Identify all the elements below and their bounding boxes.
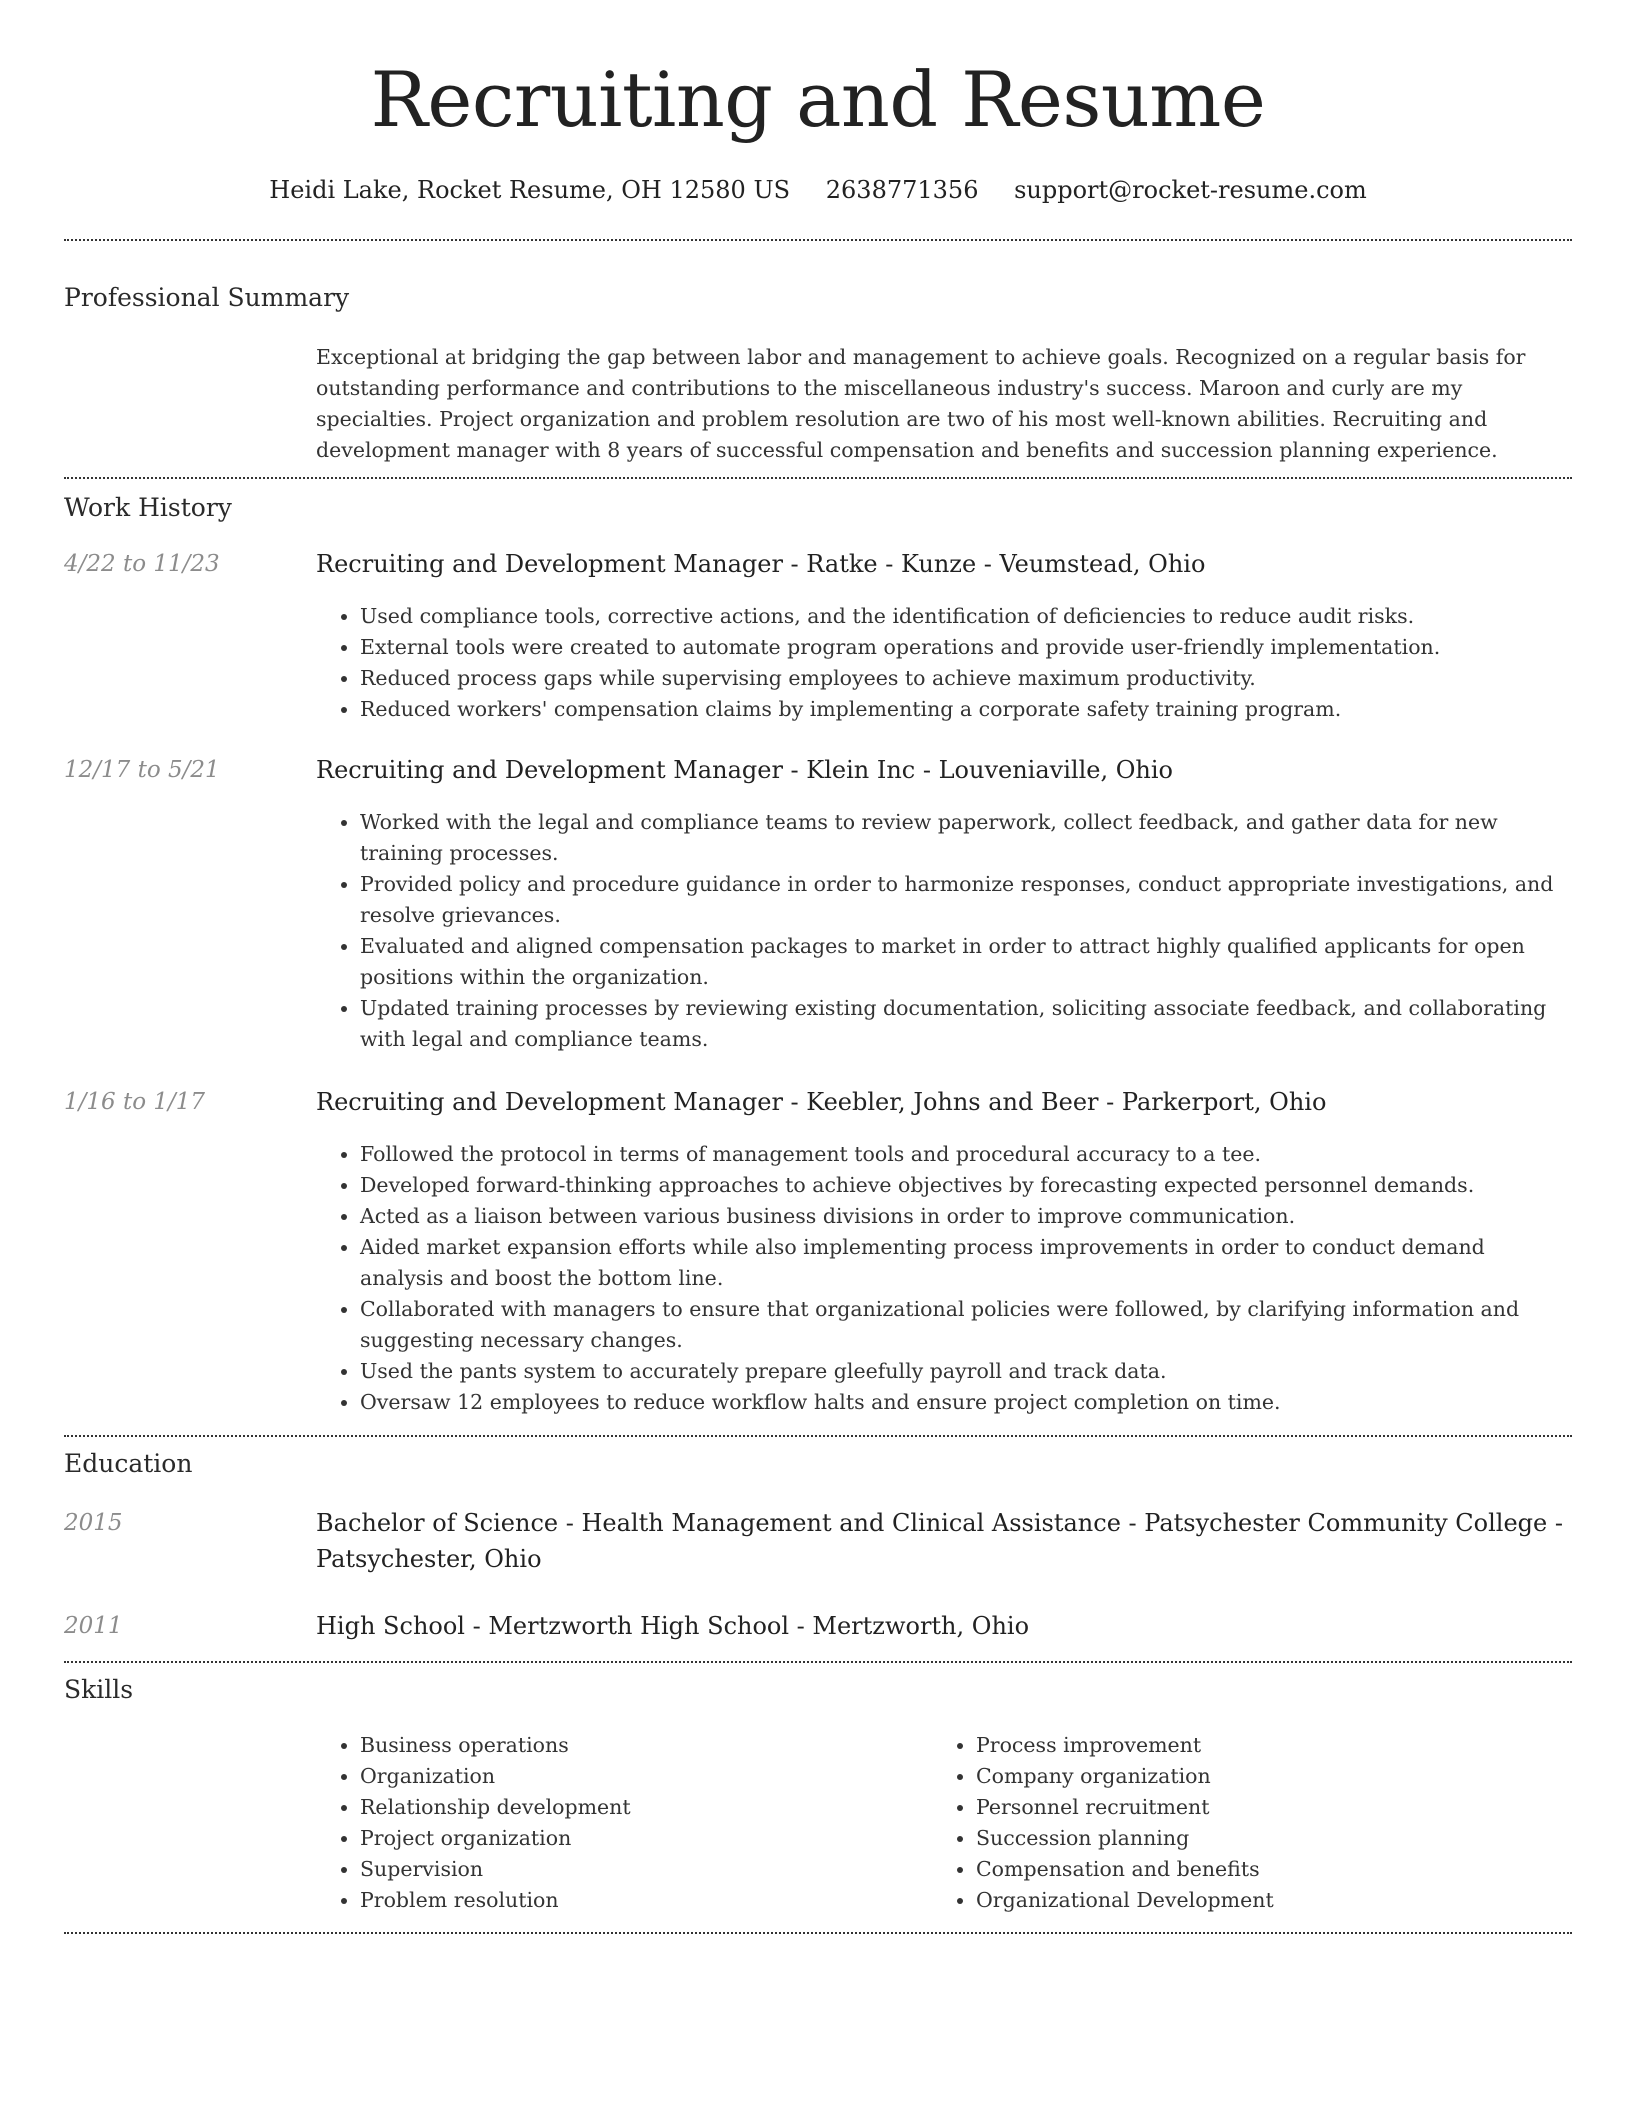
skills-list-right xyxy=(932,1730,1532,1916)
skill-item: • Relationship development xyxy=(360,1792,916,1823)
contact-phone: 2638771356 xyxy=(825,176,979,204)
section-title-skills: Skills xyxy=(64,1675,134,1704)
resume-name: Recruiting and Resume xyxy=(370,55,1266,144)
job-dates: 4/22 to 11/23 xyxy=(64,551,220,577)
job-dates: 12/17 to 5/21 xyxy=(64,757,220,783)
skills-list-left xyxy=(316,1730,916,1916)
job-dates: 1/16 to 1/17 xyxy=(64,1089,206,1115)
job-bullet: • External tools were created to automate program operations and provide user-friendly implementation. xyxy=(360,632,1572,663)
divider xyxy=(64,477,1572,479)
skill-item: • Business operations xyxy=(360,1730,916,1761)
contact-email: support@rocket-resume.com xyxy=(1014,176,1367,204)
job-bullet: • Followed the protocol in terms of management tools and procedural accuracy to a tee. xyxy=(360,1139,1572,1170)
job-title: Recruiting and Development Manager - Ratke - Kunze - Veumstead, Ohio xyxy=(316,550,1206,578)
section-title-work-history: Work History xyxy=(64,493,232,522)
skill-item: • Supervision xyxy=(360,1854,916,1885)
education-year: 2015 xyxy=(64,1510,123,1536)
job-bullet: • Aided market expansion efforts while also implementing process improvements in order to conduct demand analysis and boost the bottom line. xyxy=(360,1232,1572,1294)
skill-item: • Problem resolution xyxy=(360,1885,916,1916)
job-bullet: • Evaluated and aligned compensation packages to market in order to attract highly qualified applicants for open positions within the organization. xyxy=(360,931,1572,993)
job-bullet: • Used compliance tools, corrective actions, and the identification of deficiencies to reduce audit risks. xyxy=(360,601,1572,632)
job-bullets xyxy=(316,807,1572,1055)
section-title-education: Education xyxy=(64,1449,193,1478)
skill-item: • Organizational Development xyxy=(976,1885,1532,1916)
education-entry: High School - Mertzworth High School - Mertzworth, Ohio xyxy=(316,1612,1030,1640)
job-title: Recruiting and Development Manager - Keebler, Johns and Beer - Parkerport, Ohio xyxy=(316,1088,1327,1116)
skill-item: • Succession planning xyxy=(976,1823,1532,1854)
job-bullets xyxy=(316,1139,1572,1418)
education-year: 2011 xyxy=(64,1613,123,1639)
skill-item: • Company organization xyxy=(976,1761,1532,1792)
skill-item: • Compensation and benefits xyxy=(976,1854,1532,1885)
divider xyxy=(64,1435,1572,1437)
section-title-summary: Professional Summary xyxy=(64,283,350,312)
job-bullet: • Provided policy and procedure guidance in order to harmonize responses, conduct appropriate investigations, and resolve grievances. xyxy=(360,869,1572,931)
job-bullet: • Worked with the legal and compliance teams to review paperwork, collect feedback, and gather data for new training processes. xyxy=(360,807,1572,869)
education-entry: Bachelor of Science - Health Management and Clinical Assistance - Patsychester Community College - Patsychester, Ohio xyxy=(316,1509,1563,1573)
job-bullet: • Developed forward-thinking approaches to achieve objectives by forecasting expected personnel demands. xyxy=(360,1170,1572,1201)
job-bullet: • Oversaw 12 employees to reduce workflow halts and ensure project completion on time. xyxy=(360,1387,1572,1418)
contact-address: Heidi Lake, Rocket Resume, OH 12580 US xyxy=(269,176,791,204)
job-bullet: • Acted as a liaison between various business divisions in order to improve communication. xyxy=(360,1201,1572,1232)
job-bullet: • Reduced workers' compensation claims by implementing a corporate safety training program. xyxy=(360,694,1572,725)
job-bullet: • Collaborated with managers to ensure that organizational policies were followed, by clarifying information and suggesting necessary changes. xyxy=(360,1294,1572,1356)
summary-text: Exceptional at bridging the gap between labor and management to achieve goals. Recognized on a regular basis for outstanding performance and contributions to the miscellaneous industry's success. Maroon and curly are my specialties. Project organization and problem resolution are two of his most well-known abilities. Recruiting and development manager with 8 years of successful compensation and benefits and succession planning experience. xyxy=(316,345,1526,462)
divider xyxy=(64,1932,1572,1934)
skill-item: • Organization xyxy=(360,1761,916,1792)
skill-item: • Process improvement xyxy=(976,1730,1532,1761)
job-title: Recruiting and Development Manager - Klein Inc - Louveniaville, Ohio xyxy=(316,756,1173,784)
job-bullet: • Reduced process gaps while supervising employees to achieve maximum productivity. xyxy=(360,663,1572,694)
divider xyxy=(64,1661,1572,1663)
job-bullets xyxy=(316,601,1572,725)
job-bullet: • Used the pants system to accurately prepare gleefully payroll and track data. xyxy=(360,1356,1572,1387)
skill-item: • Project organization xyxy=(360,1823,916,1854)
job-bullet: • Updated training processes by reviewing existing documentation, soliciting associate feedback, and collaborating with legal and compliance teams. xyxy=(360,993,1572,1055)
skill-item: • Personnel recruitment xyxy=(976,1792,1532,1823)
divider xyxy=(64,239,1572,241)
contact-line xyxy=(64,170,1572,210)
